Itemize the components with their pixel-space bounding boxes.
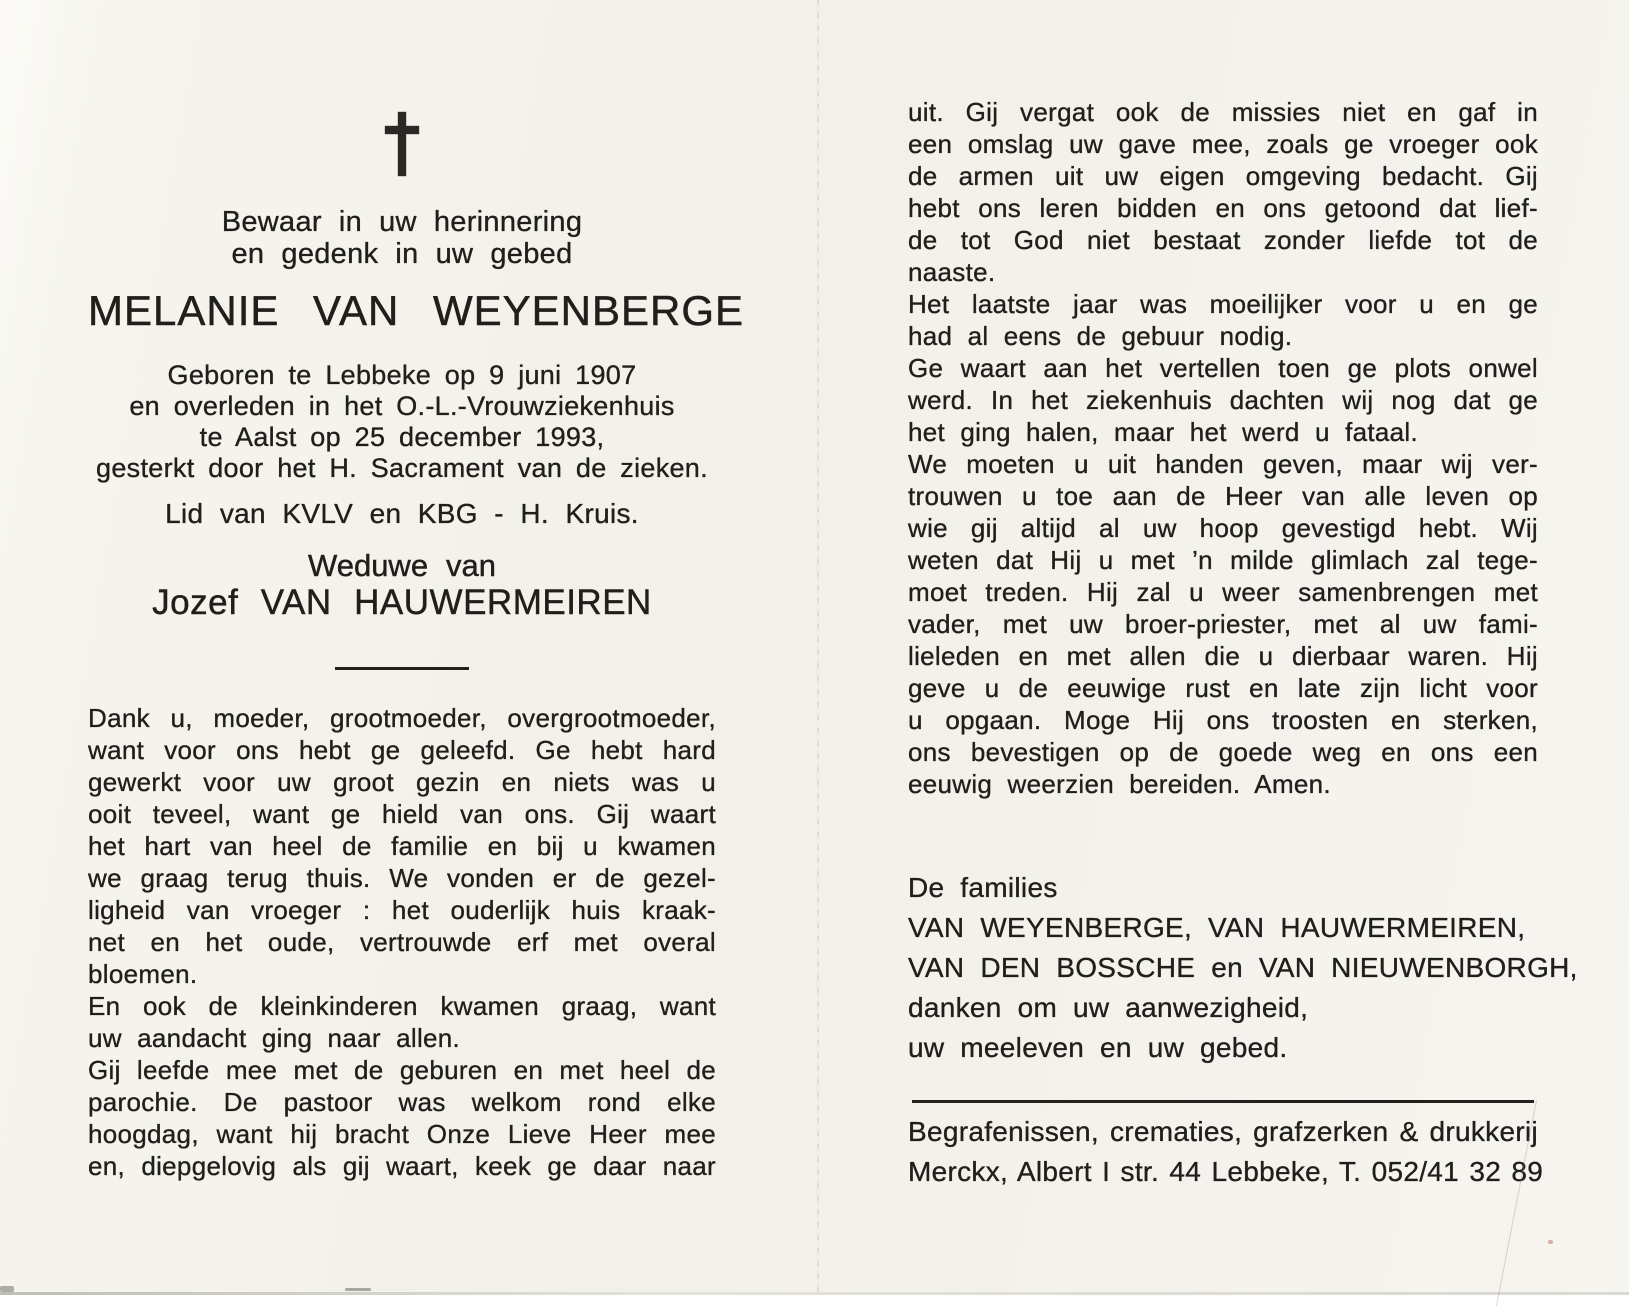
text-line: uw aandacht ging naar allen. — [88, 1023, 461, 1053]
widow-label: Weduwe van — [308, 548, 496, 583]
text-line: moet treden. Hij zal u weer samenbrengen met — [908, 577, 1538, 607]
text-line: en overleden in het O.-L.-Vrouwziekenhuis — [129, 391, 675, 421]
text-line: Lid van KVLV en KBG - H. Kruis. — [165, 498, 639, 529]
text-line: weten dat Hij u met ’n milde glimlach zal tege- — [908, 545, 1538, 575]
text-line: En ook de kleinkinderen kwamen graag, want — [88, 991, 716, 1021]
text-line: werd. In het ziekenhuis dachten wij nog dat ge — [908, 385, 1538, 415]
scan-speck — [0, 1286, 14, 1292]
text-line: Merckx, Albert I str. 44 Lebbeke, T. 052/41 32 89 — [908, 1156, 1544, 1187]
text-line: had al eens de gebuur nodig. — [908, 321, 1293, 351]
text-line: we graag terug thuis. We vonden er de gezel- — [88, 863, 716, 893]
text-line: Gij leefde mee met de geburen en met heel de — [88, 1055, 716, 1085]
latin-cross-icon — [385, 112, 419, 176]
text-line: Bewaar in uw herinnering — [221, 206, 583, 238]
birth-death-details — [88, 360, 716, 484]
text-line: ons bevestigen op de goede weg en ons een — [908, 737, 1538, 767]
text-line: want voor ons hebt ge geleefd. Ge hebt hard — [88, 735, 716, 765]
text-line: bloemen. — [88, 959, 198, 989]
body-paragraph — [908, 448, 1538, 800]
text-line: en gedenk in uw gebed — [231, 238, 573, 270]
text-line: hoogdag, want hij bracht Onze Lieve Heer mee — [88, 1119, 716, 1149]
cross-vertical-bar — [398, 112, 406, 176]
text-line: eeuwig weerzien bereiden. Amen. — [908, 769, 1331, 799]
card-fold-line — [817, 0, 819, 1295]
text-line: gewerkt voor uw groot gezin en niets was u — [88, 767, 716, 797]
families-acknowledgement — [908, 868, 1578, 1068]
funeral-home-divider — [912, 1100, 1534, 1103]
text-line: VAN WEYENBERGE, VAN HAUWERMEIREN, — [908, 912, 1526, 943]
body-paragraph — [908, 1112, 1544, 1192]
text-line: Begrafenissen, crematies, grafzerken & drukkerij — [908, 1116, 1538, 1147]
text-line: gesterkt door het H. Sacrament van de zieken. — [96, 453, 708, 483]
text-line: VAN DEN BOSSCHE en VAN NIEUWENBORGH, — [908, 952, 1578, 983]
text-line: Geboren te Lebbeke op 9 juni 1907 — [167, 360, 637, 390]
widow-of-block — [88, 548, 716, 622]
text-line: parochie. De pastoor was welkom rond elke — [88, 1087, 716, 1117]
text-line: geve u de eeuwige rust en late zijn licht voor — [908, 673, 1538, 703]
text-line: trouwen u toe aan de Heer van alle leven op — [908, 481, 1538, 511]
text-line: wie gij altijd al uw hoop gevestigd hebt. Wij — [908, 513, 1538, 543]
left-page-body — [88, 702, 716, 1182]
text-line: Dank u, moeder, grootmoeder, overgrootmoeder, — [88, 703, 716, 733]
text-line: Het laatste jaar was moeilijker voor u en ge — [908, 289, 1538, 319]
text-line: naaste. — [908, 257, 996, 287]
cross-horizontal-bar — [385, 126, 419, 134]
section-divider — [335, 667, 469, 670]
body-paragraph — [908, 352, 1538, 448]
text-line: ligheid van vroeger : het ouderlijk huis kraak- — [88, 895, 716, 925]
husband-name: Jozef VAN HAUWERMEIREN — [152, 583, 652, 622]
text-line: lieleden en met allen die u dierbaar waren. Hij — [908, 641, 1538, 671]
text-line: u opgaan. Moge Hij ons troosten en sterken, — [908, 705, 1538, 735]
scan-speck — [345, 1288, 371, 1291]
text-line: vader, met uw broer-priester, met al uw fami- — [908, 609, 1538, 639]
text-line: te Aalst op 25 december 1993, — [199, 422, 605, 452]
text-line: uit. Gij vergat ook de missies niet en gaf in — [908, 97, 1538, 127]
body-paragraph — [88, 1054, 716, 1182]
text-line: Ge waart aan het vertellen toen ge plots onwel — [908, 353, 1538, 383]
text-line: het ging halen, maar het werd u fataal. — [908, 417, 1419, 447]
funeral-home-info — [908, 1112, 1544, 1192]
text-line: We moeten u uit handen geven, maar wij ver- — [908, 449, 1538, 479]
text-line: ooit teveel, want ge hield van ons. Gij waart — [88, 799, 716, 829]
scan-speck — [1548, 1240, 1553, 1244]
membership-line — [88, 498, 716, 530]
text-line: danken om uw aanwezigheid, — [908, 992, 1309, 1023]
body-paragraph — [88, 702, 716, 990]
remembrance-intro — [88, 206, 716, 270]
text-line: hebt ons leren bidden en ons getoond dat lief- — [908, 193, 1538, 223]
deceased-name: MELANIE VAN WEYENBERGE — [88, 287, 745, 334]
text-line: het hart van heel de familie en bij u kwamen — [88, 831, 716, 861]
body-paragraph — [908, 288, 1538, 352]
text-line: een omslag uw gave mee, zoals ge vroeger ook — [908, 129, 1538, 159]
text-line: uw meeleven en uw gebed. — [908, 1032, 1288, 1063]
text-line: de tot God niet bestaat zonder liefde tot de — [908, 225, 1538, 255]
text-line: De families — [908, 872, 1058, 903]
text-line: net en het oude, vertrouwde erf met overal — [88, 927, 716, 957]
text-line: en, diepgelovig als gij waart, keek ge daar naar — [88, 1151, 716, 1181]
text-line: de armen uit uw eigen omgeving bedacht. Gij — [908, 161, 1538, 191]
body-paragraph — [88, 990, 716, 1054]
right-page-body — [908, 96, 1538, 800]
body-paragraph — [908, 96, 1538, 288]
